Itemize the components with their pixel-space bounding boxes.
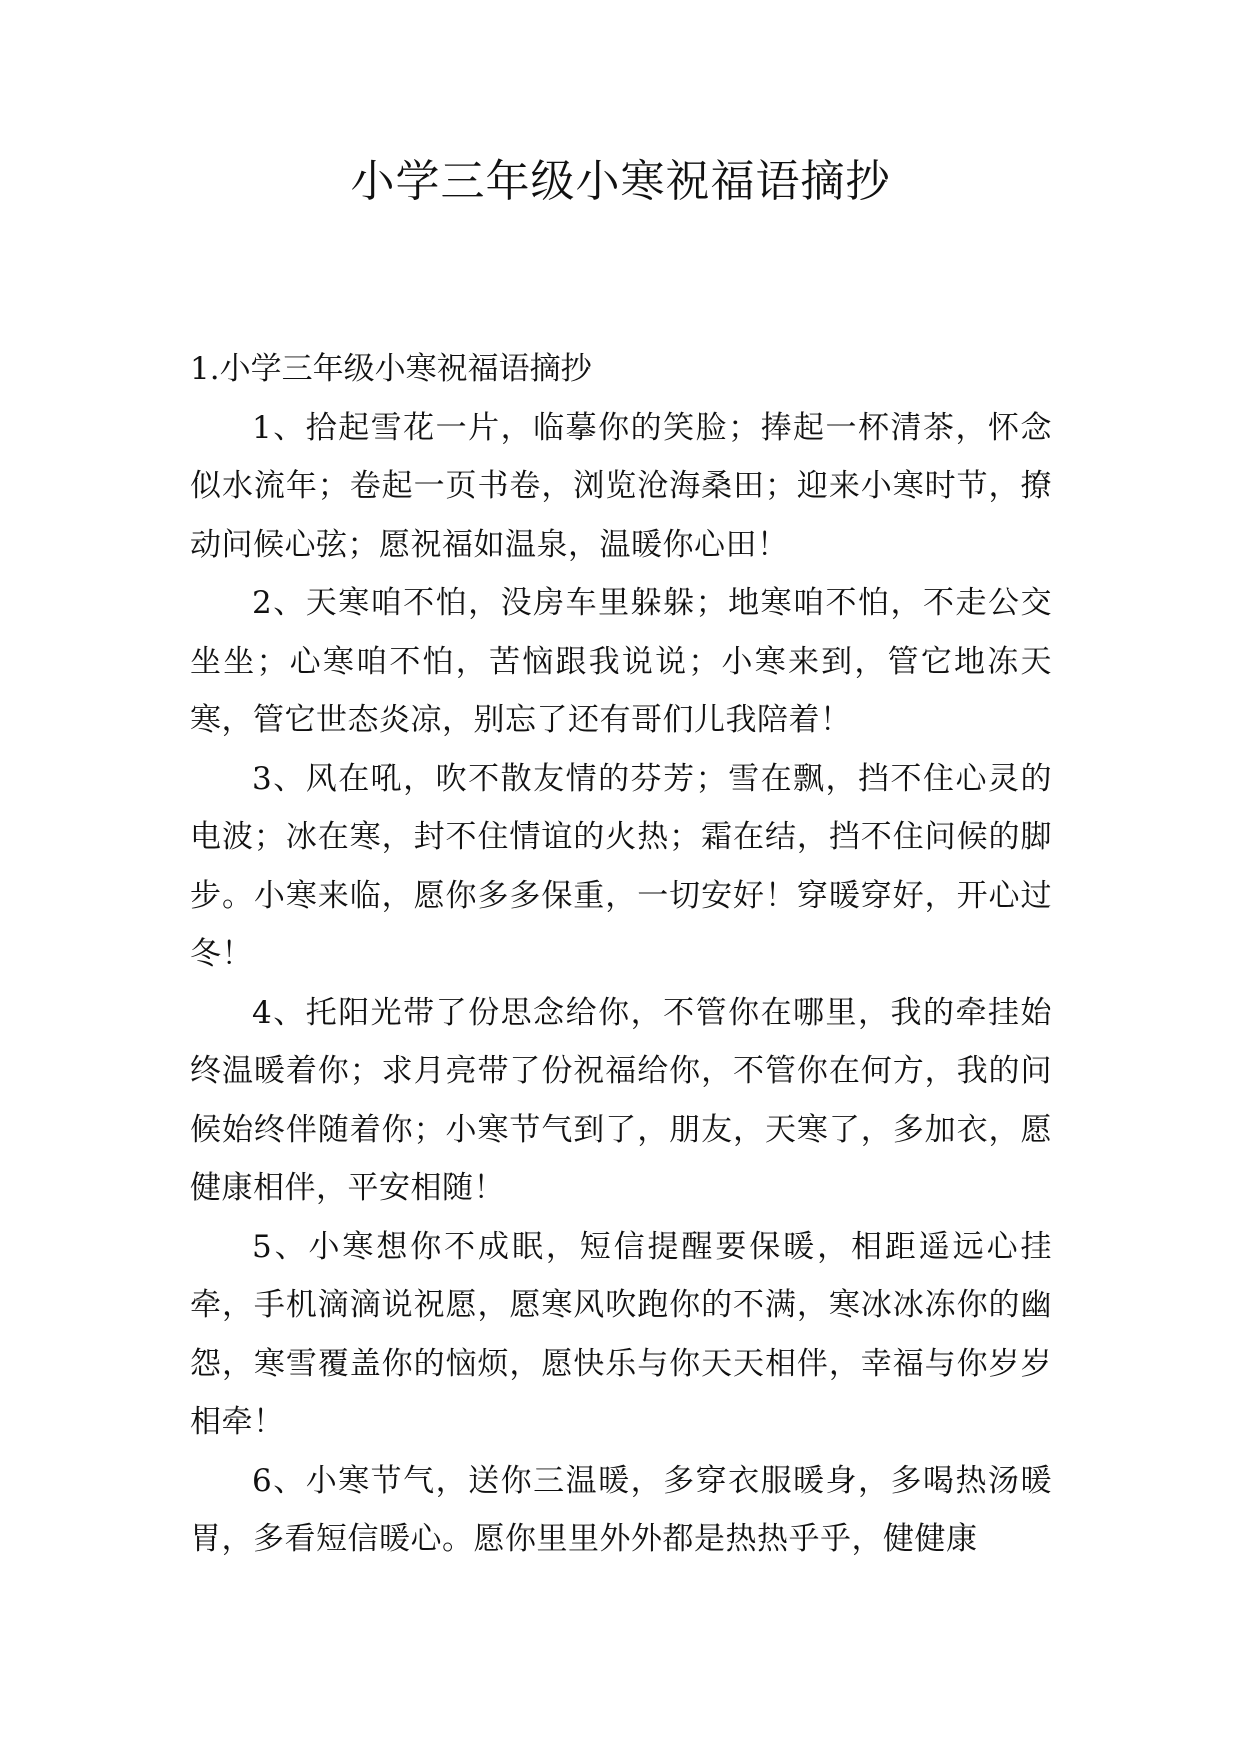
paragraph-6: 6、小寒节气，送你三温暖，多穿衣服暖身，多喝热汤暖胃，多看短信暖心。愿你里里外外都是热热乎乎，健健康 bbox=[190, 1462, 1052, 1557]
paragraph-5: 5、小寒想你不成眠，短信提醒要保暖，相距遥远心挂牵，手机滴滴说祝愿，愿寒风吹跑你的不满，寒冰冰冻你的幽怨，寒雪覆盖你的恼烦，愿快乐与你天天相伴，幸福与你岁岁相牵！ bbox=[190, 1228, 1052, 1440]
paragraph-2: 2、天寒咱不怕，没房车里躲躲；地寒咱不怕，不走公交坐坐；心寒咱不怕，苦恼跟我说说；小寒来到，管它地冻天寒，管它世态炎凉，别忘了还有哥们儿我陪着！ bbox=[190, 585, 1052, 738]
paragraph-1: 1、拾起雪花一片，临摹你的笑脸；捧起一杯清茶，怀念似水流年；卷起一页书卷，浏览沧海桑田；迎来小寒时节，撩动问候心弦；愿祝福如温泉，温暖你心田！ bbox=[190, 409, 1052, 563]
document-title: 小学三年级小寒祝福语摘抄 bbox=[350, 156, 891, 207]
document-body bbox=[190, 340, 1052, 1569]
section-heading: 1.小学三年级小寒祝福语摘抄 bbox=[190, 351, 592, 387]
paragraph-4: 4、托阳光带了份思念给你，不管你在哪里，我的牵挂始终温暖着你；求月亮带了份祝福给你，不管你在何方，我的问候始终伴随着你；小寒节气到了，朋友，天寒了，多加衣，愿健康相伴，平安相随！ bbox=[190, 994, 1052, 1206]
paragraph-3: 3、风在吼，吹不散友情的芬芳；雪在飘，挡不住心灵的电波；冰在寒，封不住情谊的火热；霜在结，挡不住问候的脚步。小寒来临，愿你多多保重，一切安好！穿暖穿好，开心过冬！ bbox=[190, 760, 1052, 972]
